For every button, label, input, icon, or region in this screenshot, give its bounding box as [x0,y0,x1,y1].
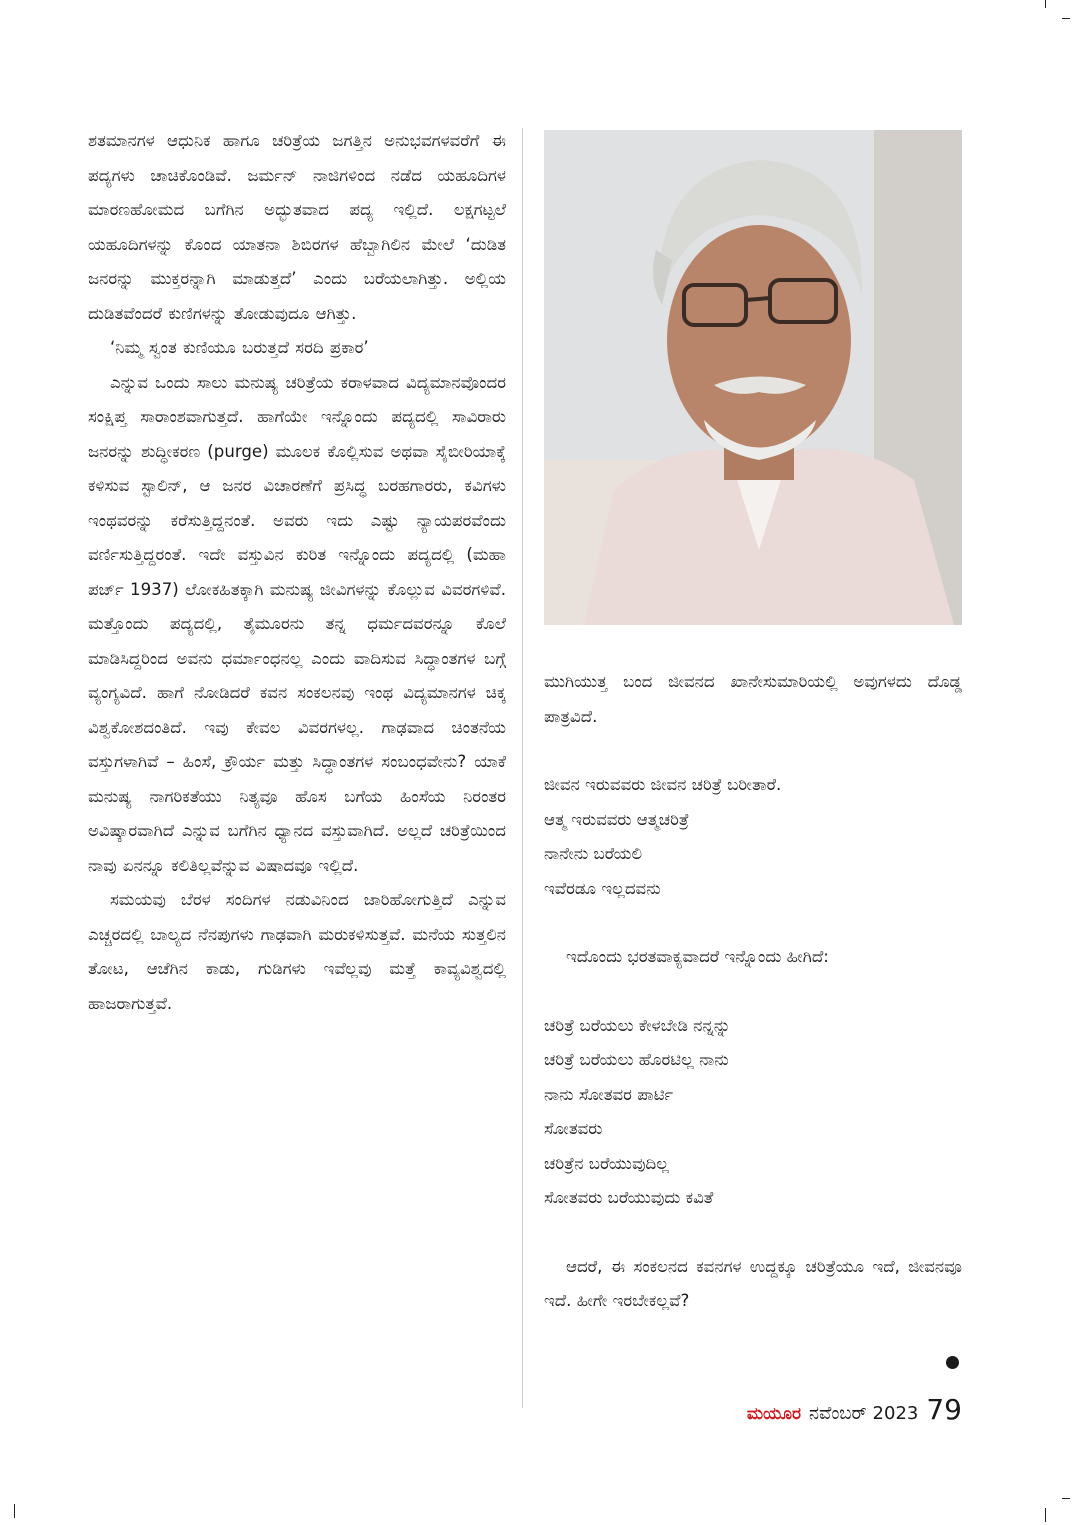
poem-line: ಚರಿತ್ರೆ ಬರೆಯಲು ಹೊರಟಿಲ್ಲ ನಾನು [544,1050,729,1069]
crop-mark [1062,18,1070,19]
magazine-name: ಮಯೂರ [746,1404,802,1424]
poem-line: ಇವೆರಡೂ ಇಲ್ಲದವನು [544,878,661,898]
page-number: 79 [926,1393,962,1426]
paragraph: ಆದರೆ, ಈ ಸಂಕಲನದ ಕವನಗಳ ಉದ್ದಕ್ಕೂ ಚರಿತ್ರೆಯೂ ಇದೆ, ಜೀವನವೂ ಇದೆ. ಹೀಗೇ ಇರಬೇಕಲ್ಲವೆ? [544,1256,962,1310]
author-portrait-photo [544,130,962,625]
poem-line: ಚರಿತ್ರೆ ಬರೆಯಲು ಕೇಳಬೇಡಿ ನನ್ನನ್ನು [544,1015,731,1035]
paragraph: ಮುಗಿಯುತ್ತ ಬಂದ ಜೀವನದ ಖಾನೇಸುಮಾರಿಯಲ್ಲಿ ಅವುಗಳದು ದೊಡ್ಡ ಪಾತ್ರವಿದೆ. [544,672,962,726]
issue-date: ನವೆಂಬರ್ 2023 [809,1403,919,1424]
poem-line: ಚರಿತ್ರೆನ ಬರೆಯುವುದಿಲ್ಲ [544,1153,669,1173]
end-of-article-bullet [946,1356,959,1369]
poem-stanza [544,1009,962,1216]
poem-line: ಸೋತವರು [544,1119,603,1138]
crop-mark [1062,1498,1070,1499]
left-text-column [88,124,506,1021]
crop-mark [1045,0,1046,8]
column-divider [522,128,523,1408]
poem-stanza [544,768,962,906]
poem-line: ಸೋತವರು ಬರೆಯುವುದು ಕವಿತೆ [544,1188,714,1207]
poem-line: ನಾನು ಸೋತವರ ಪಾರ್ಟಿ [544,1084,674,1104]
paragraph: ಇದೊಂದು ಭರತವಾಕ್ಯವಾದರೆ ಇನ್ನೊಂದು ಹೀಗಿದೆ: [566,947,829,966]
quoted-line: ‘ನಿಮ್ಮ ಸ್ವಂತ ಕುಣಿಯೂ ಬರುತ್ತದೆ ಸರದಿ ಪ್ರಕಾರ’ [110,338,369,357]
crop-mark [1045,1508,1046,1522]
right-text-column [544,665,962,1319]
page-footer [747,1393,962,1433]
paragraph: ಶತಮಾನಗಳ ಆಧುನಿಕ ಹಾಗೂ ಚರಿತ್ರೆಯ ಜಗತ್ತಿನ ಅನುಭವಗಳವರೆಗೆ ಈ ಪದ್ಯಗಳು ಚಾಚಿಕೊಂಡಿವೆ. ಜರ್ಮನ್ ನಾಜಿಗಳಿಂದ ನಡೆದ ಯಹೂದಿಗಳ ಮಾರಣಹೋಮದ ಬಗೆಗಿನ ಅದ್ಭುತವಾದ ಪದ್ಯ ಇಲ್ಲಿದೆ. ಲಕ್ಷಗಟ್ಟಲೆ ಯಹೂದಿಗಳನ್ನು ಕೊಂದ ಯಾತನಾ ಶಿಬಿರಗಳ ಹೆಬ್ಬಾಗಿಲಿನ ಮೇಲೆ ‘ದುಡಿತ ಜನರನ್ನು ಮುಕ್ತರನ್ನಾಗಿ ಮಾಡುತ್ತದೆ’ ಎಂದು ಬರೆಯಲಾಗಿತ್ತು. ಅಲ್ಲಿಯ ದುಡಿತವೆಂದರೆ ಕುಣಿಗಳನ್ನು ತೋಡುವುದೂ ಆಗಿತ್ತು. [88,131,506,323]
paragraph: ಎನ್ನುವ ಒಂದು ಸಾಲು ಮನುಷ್ಯ ಚರಿತ್ರೆಯ ಕರಾಳವಾದ ವಿದ್ಯಮಾನವೊಂದರ ಸಂಕ್ಷಿಪ್ತ ಸಾರಾಂಶವಾಗುತ್ತದೆ. ಹಾಗೆಯೇ ಇನ್ನೊಂದು ಪದ್ಯದಲ್ಲಿ ಸಾವಿರಾರು ಜನರನ್ನು ಶುದ್ಧೀಕರಣ (purge) ಮೂಲಕ ಕೊಲ್ಲಿಸುವ ಅಥವಾ ಸೈಬೀರಿಯಾಕ್ಕೆ ಕಳಿಸುವ ಸ್ಟಾಲಿನ್, ಆ ಜನರ ವಿಚಾರಣೆಗೆ ಪ್ರಸಿದ್ಧ ಬರಹಗಾರರು, ಕವಿಗಳು ಇಂಥವರನ್ನು ಕರೆಸುತ್ತಿದ್ದನಂತೆ. ಅವರು ಇದು ಎಷ್ಟು ನ್ಯಾಯಪರವೆಂದು ವರ್ಣಿಸುತ್ತಿದ್ದರಂತೆ. ಇದೇ ವಸ್ತುವಿನ ಕುರಿತ ಇನ್ನೊಂದು ಪದ್ಯದಲ್ಲಿ (ಮಹಾ ಪರ್ಜ್ 1937) ಲೋಕಹಿತಕ್ಕಾಗಿ ಮನುಷ್ಯ ಜೀವಿಗಳನ್ನು ಕೊಲ್ಲುವ ವಿವರಗಳಿವೆ. ಮತ್ತೊಂದು ಪದ್ಯದಲ್ಲಿ, ತೈಮೂರನು ತನ್ನ ಧರ್ಮದವರನ್ನೂ ಕೊಲೆ ಮಾಡಿಸಿದ್ದರಿಂದ ಅವನು ಧರ್ಮಾಂಧನಲ್ಲ ಎಂದು ವಾದಿಸುವ ಸಿದ್ಧಾಂತಗಳ ಬಗ್ಗೆ ವ್ಯಂಗ್ಯವಿದೆ. ಹಾಗೆ ನೋಡಿದರೆ ಕವನ ಸಂಕಲನವು ಇಂಥ ವಿದ್ಯಮಾನಗಳ ಚಿಕ್ಕ ವಿಶ್ವಕೋಶದಂತಿದೆ. ಇವು ಕೇವಲ ವಿವರಗಳಲ್ಲ. ಗಾಢವಾದ ಚಿಂತನೆಯ ವಸ್ತುಗಳಾಗಿವೆ – ಹಿಂಸೆ, ಕ್ರೌರ್ಯ ಮತ್ತು ಸಿದ್ಧಾಂತಗಳ ಸಂಬಂಧವೇನು? ಯಾಕೆ ಮನುಷ್ಯ ನಾಗರಿಕತೆಯು ನಿತ್ಯವೂ ಹೊಸ ಬಗೆಯ ಹಿಂಸೆಯ ನಿರಂತರ ಅವಿಷ್ಕಾರವಾಗಿದೆ ಎನ್ನುವ ಬಗೆಗಿನ ಧ್ಯಾನದ ವಸ್ತುವಾಗಿದೆ. ಅಲ್ಲದೆ ಚರಿತ್ರೆಯಿಂದ ನಾವು ಏನನ್ನೂ ಕಲಿತಿಲ್ಲವೆನ್ನುವ ವಿಷಾದವೂ ಇಲ್ಲಿದೆ. [88,372,506,875]
poem-line: ಜೀವನ ಇರುವವರು ಜೀವನ ಚರಿತ್ರೆ ಬರೀತಾರೆ. [544,775,782,794]
poem-line: ಆತ್ಮ ಇರುವವರು ಆತ್ಮಚರಿತ್ರೆ [544,809,690,829]
crop-mark [14,1504,15,1518]
paragraph: ಸಮಯವು ಬೆರಳ ಸಂದಿಗಳ ನಡುವಿನಿಂದ ಜಾರಿಹೋಗುತ್ತಿದೆ ಎನ್ನುವ ಎಚ್ಚರದಲ್ಲಿ ಬಾಲ್ಯದ ನೆನಪುಗಳು ಗಾಢವಾಗಿ ಮರುಕಳಿಸುತ್ತವೆ. ಮನೆಯ ಸುತ್ತಲಿನ ತೋಟ, ಆಚೆಗಿನ ಕಾಡು, ಗುಡಿಗಳು ಇವೆಲ್ಲವು ಮತ್ತೆ ಕಾವ್ಯವಿಶ್ವದಲ್ಲಿ ಹಾಜರಾಗುತ್ತವೆ. [88,890,506,1013]
poem-line: ನಾನೇನು ಬರೆಯಲಿ [544,844,643,863]
